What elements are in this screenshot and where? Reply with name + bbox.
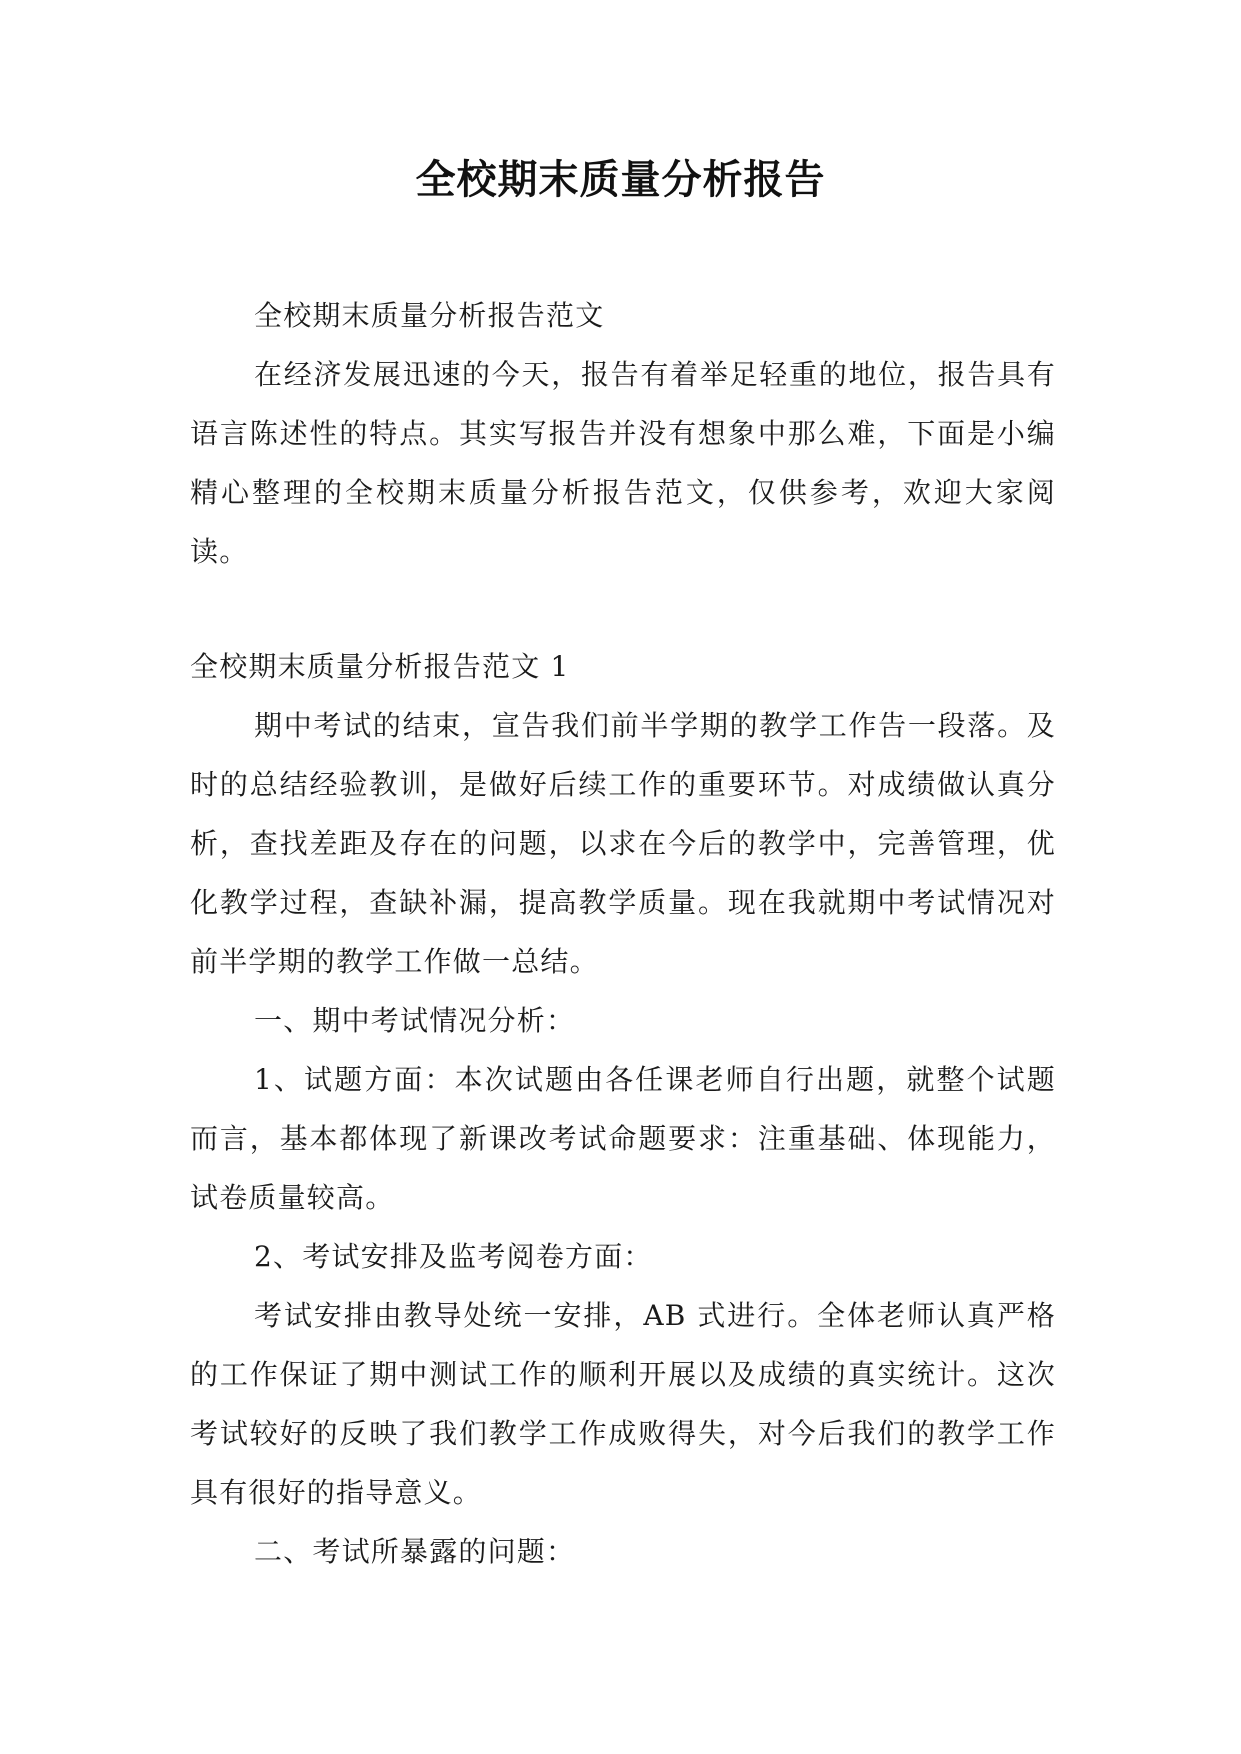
paragraph-test-questions: 1、试题方面：本次试题由各任课老师自行出题，就整个试题而言，基本都体现了新课改考试命题要求：注重基础、体现能力，试卷质量较高。: [190, 1063, 1056, 1214]
subtitle: 全校期末质量分析报告范文: [254, 299, 605, 332]
document-title: 全校期末质量分析报告: [415, 156, 826, 203]
document-body: [190, 286, 1056, 1581]
heading-exam-arrangement: 2、考试安排及监考阅卷方面：: [254, 1240, 653, 1273]
paragraph-summary: 期中考试的结束，宣告我们前半学期的教学工作告一段落。及时的总结经验教训，是做好后续工作的重要环节。对成绩做认真分析，查找差距及存在的问题，以求在今后的教学中，完善管理，优化教学过程，查缺补漏，提高教学质量。现在我就期中考试情况对前半学期的教学工作做一总结。: [190, 709, 1056, 978]
paragraph-gap: [190, 581, 1056, 637]
section-heading: 全校期末质量分析报告范文 1: [190, 650, 570, 683]
heading-exam-analysis: 一、期中考试情况分析：: [254, 1004, 576, 1037]
paragraph-exam-arrangement: 考试安排由教导处统一安排，AB 式进行。全体老师认真严格的工作保证了期中测试工作的顺利开展以及成绩的真实统计。这次考试较好的反映了我们教学工作成败得失，对今后我们的教学工作具有很好的指导意义。: [190, 1299, 1056, 1509]
heading-exposed-problems: 二、考试所暴露的问题：: [254, 1535, 576, 1568]
intro-paragraph: 在经济发展迅速的今天，报告有着举足轻重的地位，报告具有语言陈述性的特点。其实写报告并没有想象中那么难，下面是小编精心整理的全校期末质量分析报告范文，仅供参考，欢迎大家阅读。: [190, 358, 1056, 568]
